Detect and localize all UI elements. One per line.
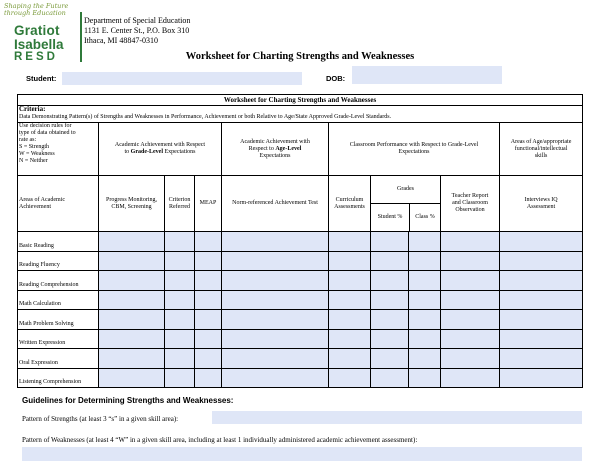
row-label: Written Expression xyxy=(18,329,99,349)
rating-cell[interactable] xyxy=(371,271,409,291)
col-areas: Areas of Academic Achievement xyxy=(18,176,99,232)
row-label: Math Problem Solving xyxy=(18,310,99,330)
rating-cell[interactable] xyxy=(441,329,500,349)
rating-cell[interactable] xyxy=(329,251,371,271)
rating-cell[interactable] xyxy=(500,368,583,388)
col-progress: Progress Monitoring, CBM, Screening xyxy=(99,176,165,232)
rating-cell[interactable] xyxy=(441,368,500,388)
rating-cell[interactable] xyxy=(409,329,441,349)
rating-cell[interactable] xyxy=(329,290,371,310)
table-title: Worksheet for Charting Strengths and Weaknesses xyxy=(18,95,583,106)
rating-cell[interactable] xyxy=(165,232,195,252)
rating-cell[interactable] xyxy=(329,329,371,349)
rating-cell[interactable] xyxy=(222,368,329,388)
col-grades: Grades Student % Class % xyxy=(371,176,441,232)
rating-cell[interactable] xyxy=(165,290,195,310)
rating-cell[interactable] xyxy=(99,290,165,310)
group-classroom: Classroom Performance with Respect to Grade-Level Expectations xyxy=(329,123,500,176)
col-criterion: Criterion Referred xyxy=(165,176,195,232)
rating-cell[interactable] xyxy=(195,329,222,349)
rating-cell[interactable] xyxy=(222,329,329,349)
rating-cell[interactable] xyxy=(222,349,329,369)
rating-cell[interactable] xyxy=(195,290,222,310)
rating-cell[interactable] xyxy=(500,271,583,291)
decision-rules-cell: Use decision rules for type of data obtained to rate as: S = Strength W = Weakness N = Neither xyxy=(18,123,99,176)
rating-cell[interactable] xyxy=(409,310,441,330)
rating-cell[interactable] xyxy=(441,349,500,369)
dob-label: DOB: xyxy=(326,74,346,83)
rating-cell[interactable] xyxy=(99,349,165,369)
table-row xyxy=(18,251,583,271)
rating-cell[interactable] xyxy=(165,368,195,388)
rating-cell[interactable] xyxy=(500,329,583,349)
row-label: Oral Expression xyxy=(18,349,99,369)
strengths-label: Pattern of Strengths (at least 3 “s” in a given skill area): xyxy=(22,415,179,423)
rating-cell[interactable] xyxy=(500,251,583,271)
rating-cell[interactable] xyxy=(195,368,222,388)
rating-cell[interactable] xyxy=(409,349,441,369)
rating-cell[interactable] xyxy=(329,271,371,291)
student-input[interactable] xyxy=(62,72,302,85)
rating-cell[interactable] xyxy=(99,232,165,252)
group-age-level: Academic Achievement with Respect to Age-Level Expectations xyxy=(222,123,329,176)
rating-cell[interactable] xyxy=(371,232,409,252)
rating-cell[interactable] xyxy=(441,251,500,271)
rating-cell[interactable] xyxy=(195,349,222,369)
col-meap: MEAP xyxy=(195,176,222,232)
rating-cell[interactable] xyxy=(329,349,371,369)
rating-cell[interactable] xyxy=(165,329,195,349)
rating-cell[interactable] xyxy=(409,251,441,271)
weaknesses-label: Pattern of Weaknesses (at least 4 “W” in a given skill area, including at least 1 individually administered academic achievement assessment): xyxy=(22,436,418,444)
weaknesses-input[interactable] xyxy=(22,447,582,461)
row-label: Listening Comprehension xyxy=(18,368,99,388)
rating-cell[interactable] xyxy=(409,368,441,388)
col-curriculum: Curriculum Assessments xyxy=(329,176,371,232)
rating-cell[interactable] xyxy=(165,349,195,369)
rating-cell[interactable] xyxy=(165,271,195,291)
address-block: Department of Special Education 1131 E. Center St., P.O. Box 310 Ithaca, MI 48847-0310 xyxy=(84,16,191,46)
rating-cell[interactable] xyxy=(329,310,371,330)
rating-cell[interactable] xyxy=(222,251,329,271)
rating-cell[interactable] xyxy=(99,329,165,349)
rating-cell[interactable] xyxy=(165,310,195,330)
guidelines-title: Guidelines for Determining Strengths and Weaknesses: xyxy=(22,396,234,405)
rating-cell[interactable] xyxy=(371,251,409,271)
col-teacher: Teacher Report and Classroom Observation xyxy=(441,176,500,232)
rating-cell[interactable] xyxy=(329,368,371,388)
rating-cell[interactable] xyxy=(500,290,583,310)
rating-cell[interactable] xyxy=(371,368,409,388)
dob-input[interactable] xyxy=(352,66,502,84)
table-row xyxy=(18,271,583,291)
col-class-pct: Class % xyxy=(415,214,435,220)
row-label: Basic Reading xyxy=(18,232,99,252)
rating-cell[interactable] xyxy=(371,329,409,349)
rating-cell[interactable] xyxy=(195,310,222,330)
rating-cell[interactable] xyxy=(99,310,165,330)
rating-cell[interactable] xyxy=(222,271,329,291)
worksheet-table xyxy=(17,94,583,388)
rating-cell[interactable] xyxy=(195,251,222,271)
rating-cell[interactable] xyxy=(441,271,500,291)
rating-cell[interactable] xyxy=(371,310,409,330)
rating-cell[interactable] xyxy=(222,310,329,330)
table-row xyxy=(18,349,583,369)
table-row xyxy=(18,310,583,330)
rating-cell[interactable] xyxy=(222,232,329,252)
student-label: Student: xyxy=(26,74,57,83)
row-label: Reading Fluency xyxy=(18,251,99,271)
rating-cell[interactable] xyxy=(441,310,500,330)
rating-cell[interactable] xyxy=(500,310,583,330)
page-title: Worksheet for Charting Strengths and Weaknesses xyxy=(185,51,415,62)
rating-cell[interactable] xyxy=(409,290,441,310)
row-label: Math Calculation xyxy=(18,290,99,310)
logo-tagline: Shaping the Future through Education xyxy=(4,2,69,17)
table-row xyxy=(18,329,583,349)
col-interviews: Interviews IQ Assessment xyxy=(500,176,583,232)
rating-cell[interactable] xyxy=(195,271,222,291)
table-row xyxy=(18,232,583,252)
col-student-pct: Student % xyxy=(371,204,410,231)
rating-cell[interactable] xyxy=(222,290,329,310)
logo-line-1: Gratiot xyxy=(14,23,60,38)
rating-cell[interactable] xyxy=(441,232,500,252)
rating-cell[interactable] xyxy=(165,251,195,271)
rating-cell[interactable] xyxy=(441,290,500,310)
rating-cell[interactable] xyxy=(371,349,409,369)
rating-cell[interactable] xyxy=(99,271,165,291)
table-row xyxy=(18,368,583,388)
col-norm: Norm-referenced Achievement Test xyxy=(222,176,329,232)
rating-cell[interactable] xyxy=(371,290,409,310)
rating-cell[interactable] xyxy=(500,232,583,252)
logo-line-3: RESD xyxy=(14,51,58,63)
rating-cell[interactable] xyxy=(409,232,441,252)
criteria-cell: Criteria: Data Demonstrating Pattern(s) of Strengths and Weaknesses in Performance, Achievement or both Relative to Age/State Approved Grade-Level Standards. xyxy=(18,106,583,123)
table-row xyxy=(18,290,583,310)
strengths-input[interactable] xyxy=(212,411,582,424)
rating-cell[interactable] xyxy=(195,232,222,252)
logo-line-2: Isabella xyxy=(14,37,64,52)
row-label: Reading Comprehension xyxy=(18,271,99,291)
rating-cell[interactable] xyxy=(500,349,583,369)
group-grade-level: Academic Achievement with Respect to Grade-Level Expectations xyxy=(99,123,222,176)
group-functional: Areas of Age/appropriate functional/intellectual skills xyxy=(500,123,583,176)
rating-cell[interactable] xyxy=(99,368,165,388)
rating-cell[interactable] xyxy=(99,251,165,271)
rating-cell[interactable] xyxy=(329,232,371,252)
rating-cell[interactable] xyxy=(409,271,441,291)
